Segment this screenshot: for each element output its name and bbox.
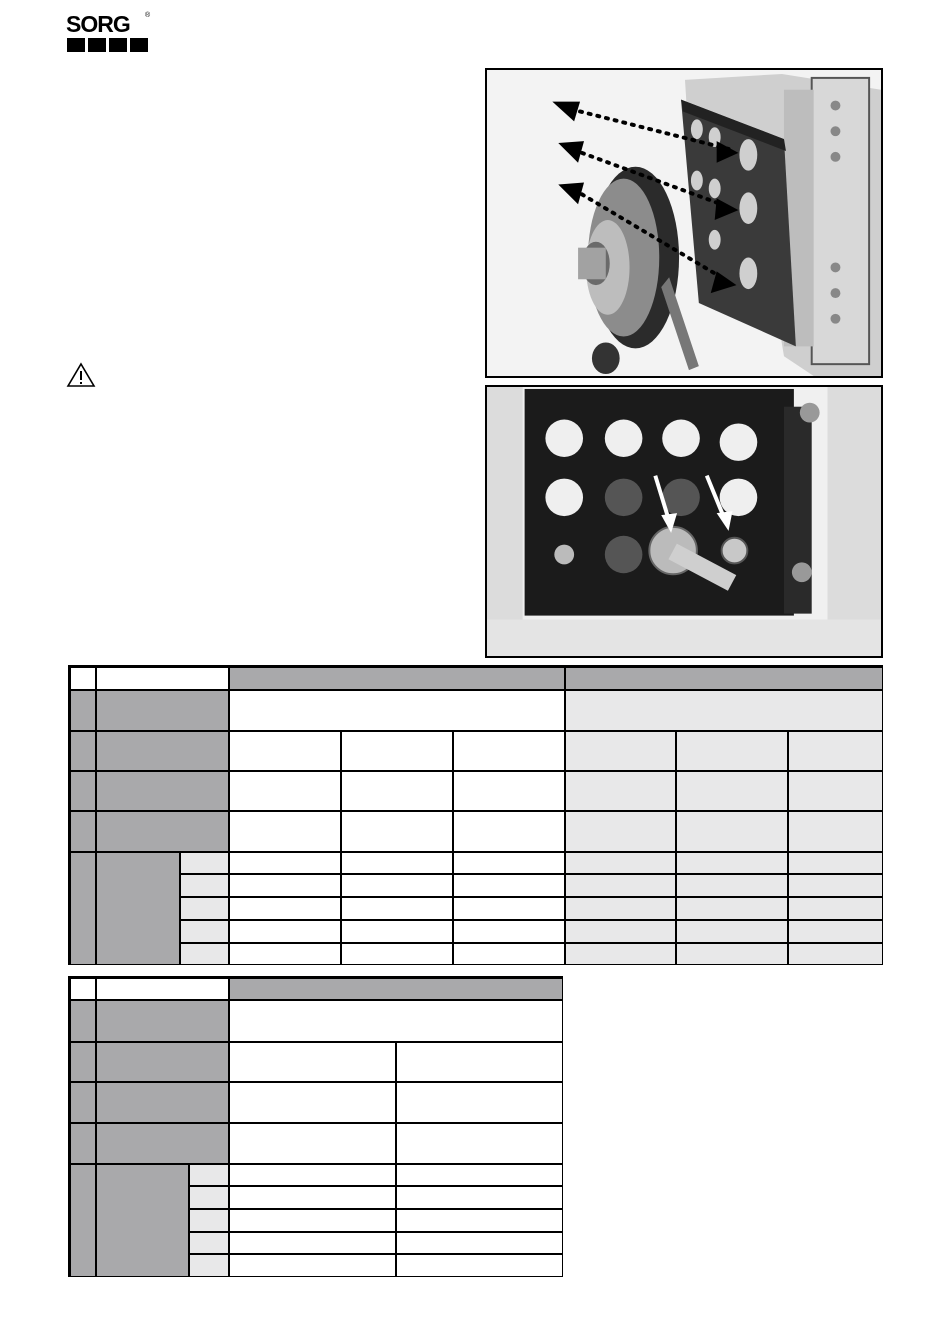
- table1-row-label: [96, 731, 229, 771]
- perforated-plate-photo: [485, 385, 883, 658]
- drum-mounting-photo: [485, 68, 883, 378]
- table2-row-label: [96, 1082, 229, 1123]
- warning-triangle-icon: [66, 362, 96, 388]
- table1-group-label: [96, 852, 180, 965]
- table1-row-label: [96, 690, 229, 731]
- registered-mark: ®: [145, 12, 151, 19]
- table2-group-header: [229, 978, 563, 1000]
- logo-wordmark: SORG: [66, 11, 130, 37]
- table2-row-label: [96, 1042, 229, 1082]
- specification-table-2: [68, 976, 563, 1277]
- logo-blocks: [67, 38, 148, 52]
- table1-row-label: [96, 811, 229, 852]
- table2-group-label: [96, 1164, 189, 1277]
- table2-row-label: [96, 1000, 229, 1042]
- specification-table-1: [68, 665, 883, 965]
- table1-row-label: [96, 771, 229, 811]
- table2-row-label: [96, 1123, 229, 1164]
- brand-logo: [66, 12, 150, 54]
- table1-group-b-header: [565, 667, 883, 690]
- table1-group-a-header: [229, 667, 565, 690]
